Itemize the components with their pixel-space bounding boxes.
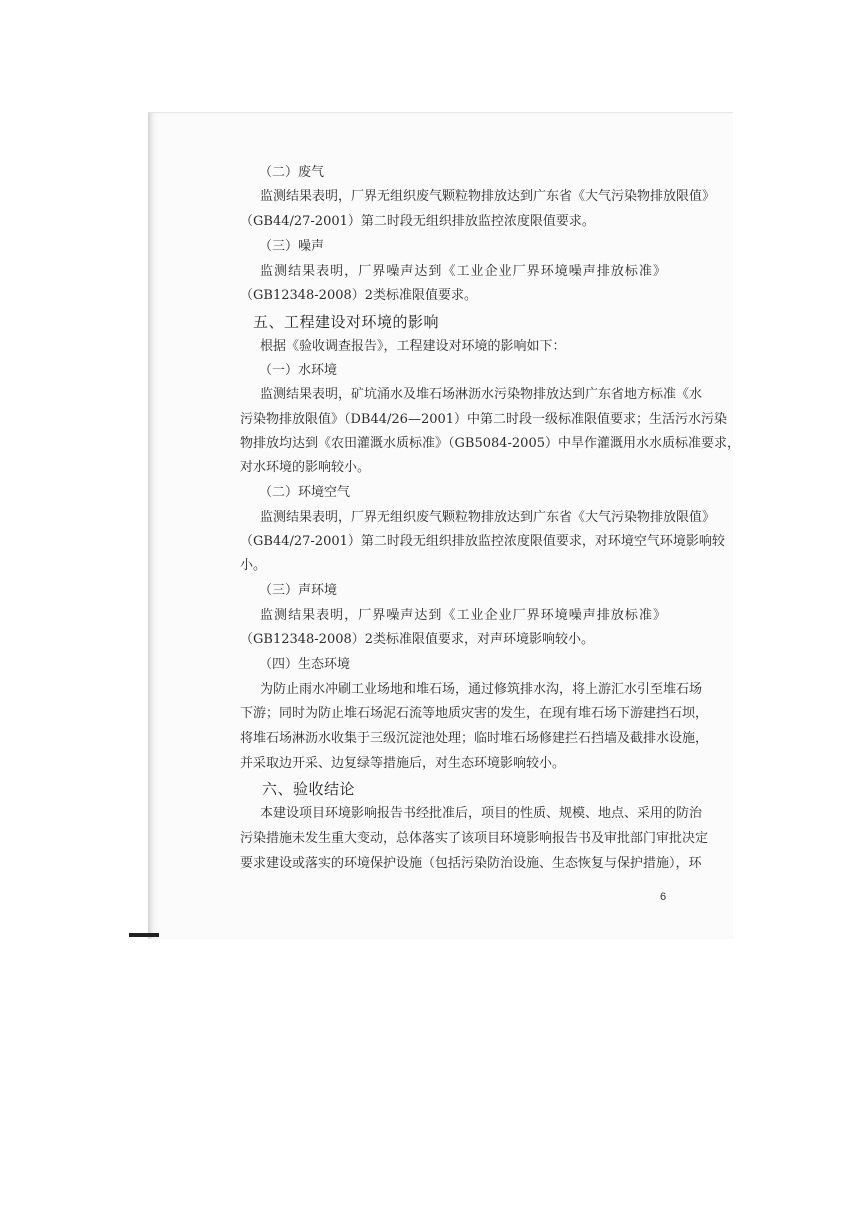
paragraph-line: 监测结果表明，厂界无组织废气颗粒物排放达到广东省《大气污染物排放限值》 xyxy=(260,189,716,204)
section-heading-ecology: （四）生态环境 xyxy=(259,657,351,672)
section-heading-air: （二）环境空气 xyxy=(259,485,351,500)
paragraph-line: （GB44/27-2001）第二时段无组织排放监控浓度限值要求，对环境空气环境影响较 xyxy=(240,534,725,549)
paragraph-line: （GB12348-2008）2类标准限值要求，对声环境影响较小。 xyxy=(240,632,595,647)
paragraph-line: 为防止雨水冲刷工业场地和堆石场，通过修筑排水沟，将上游汇水引至堆石场 xyxy=(260,682,703,697)
paragraph-line: 污染物排放限值》（DB44/26—2001）中第二时段一级标准限值要求；生活污水污染 xyxy=(240,412,728,427)
chapter-heading-6: 六、验收结论 xyxy=(262,780,356,798)
paragraph-line: 根据《验收调查报告》，工程建设对环境的影响如下： xyxy=(260,339,566,354)
paragraph-line: 监测结果表明，厂界噪声达到《工业企业厂界环境噪声排放标准》 xyxy=(260,608,666,623)
page-number: 6 xyxy=(660,891,667,903)
paragraph-line: 小。 xyxy=(240,558,267,573)
paragraph-line: 要求建设或落实的环境保护设施（包括污染防治设施、生态恢复与保护措施），环 xyxy=(240,856,702,871)
paragraph-line: 下游；同时为防止堆石场泥石流等地质灾害的发生，在现有堆石场下游建挡石坝， xyxy=(240,706,709,721)
section-heading-acoustic: （三）声环境 xyxy=(259,583,338,598)
section-heading-water: （一）水环境 xyxy=(259,363,338,378)
section-heading-exhaust: （二）废气 xyxy=(259,165,325,180)
paragraph-line: 并采取边开采、边复绿等措施后，对生态环境影响较小。 xyxy=(240,756,566,771)
paragraph-line: 将堆石场淋沥水收集于三级沉淀池处理；临时堆石场修建拦石挡墙及截排水设施， xyxy=(240,731,709,746)
paragraph-line: 监测结果表明，厂界噪声达到《工业企业厂界环境噪声排放标准》 xyxy=(260,264,666,279)
paragraph-line: 监测结果表明，厂界无组织废气颗粒物排放达到广东省《大气污染物排放限值》 xyxy=(260,510,716,525)
paragraph-line: 本建设项目环境影响报告书经批准后，项目的性质、规模、地点、采用的防治 xyxy=(260,806,703,821)
paragraph-line: 对水环境的影响较小。 xyxy=(240,460,371,475)
chapter-heading-5: 五、工程建设对环境的影响 xyxy=(253,313,440,331)
paragraph-line: 污染措施未发生重大变动，总体落实了该项目环境影响报告书及审批部门审批决定 xyxy=(240,831,709,846)
paragraph-line: 监测结果表明，矿坑涌水及堆石场淋沥水污染物排放达到广东省地方标准《水 xyxy=(260,387,703,402)
scan-edge-mark xyxy=(129,933,159,937)
paragraph-line: 物排放均达到《农田灌溉水质标准》（GB5084-2005）中旱作灌溉用水水质标准要求， xyxy=(240,436,740,451)
paragraph-line: （GB12348-2008）2类标准限值要求。 xyxy=(240,288,478,303)
paragraph-line: （GB44/27-2001）第二时段无组织排放监控浓度限值要求。 xyxy=(240,214,595,229)
section-heading-noise: （三）噪声 xyxy=(259,239,325,254)
